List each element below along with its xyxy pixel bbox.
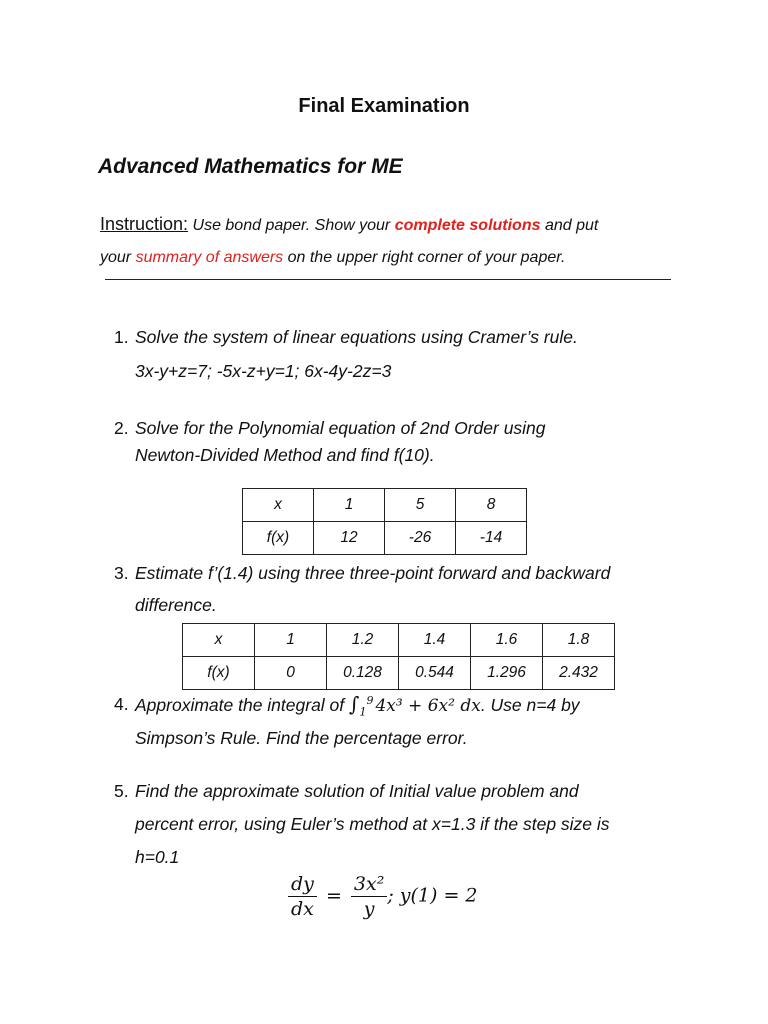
table-cell: 1.8 [543,624,615,657]
table-cell: f(x) [183,657,255,690]
table-cell: 1.6 [471,624,543,657]
question-number: 2. [114,418,129,438]
rhs-fraction [351,873,387,920]
table-cell: 0 [255,657,327,690]
instruction-line-2 [100,249,565,267]
question-number: 3. [114,563,129,583]
instruction-text-2: and put [540,217,599,234]
question-text: Newton-Divided Method and find f(10). [135,445,435,465]
course-subtitle: Advanced Mathematics for ME [98,155,403,178]
equals-sign: = [325,884,342,907]
instruction-line-1 [100,214,598,235]
table-cell: x [243,489,314,522]
table-cell: 0.128 [327,657,399,690]
question-text: percent error, using Euler’s method at x=1.3 if the step size is [135,814,610,834]
question-number: 5. [114,781,129,801]
question-number: 4. [114,694,129,714]
question-text: Estimate f’(1.4) using three three-point forward and backward [135,563,611,583]
data-table [182,623,615,690]
complete-solutions-highlight: complete solutions [394,217,541,234]
table-cell: 0.544 [399,657,471,690]
equation-system: 3x-y+z=7; -5x-z+y=1; 6x-4y-2z=3 [135,361,392,381]
differential-equation [288,873,478,920]
table-row [183,624,615,657]
integral-upper-limit: 9 [366,694,374,708]
derivative-fraction [288,873,317,920]
table-cell: -14 [456,522,527,555]
table-cell: f(x) [243,522,314,555]
table-row [183,657,615,690]
table-cell: 8 [456,489,527,522]
exam-title: Final Examination [298,95,470,117]
table-row [243,522,527,555]
question-text [135,692,580,719]
fraction-denominator: dx [291,898,314,920]
table-cell: 1.4 [399,624,471,657]
instruction-text-1: Use bond paper. Show your [188,217,395,234]
fraction-numerator: dy [288,873,317,897]
question-text: difference. [135,595,217,615]
table-cell: 1 [314,489,385,522]
instruction-text-4: on the upper right corner of your paper. [283,249,566,266]
question-text: Find the approximate solution of Initial value problem and [135,781,579,801]
question-text-suffix: . Use n=4 by [480,695,580,715]
question-text: h=0.1 [135,847,180,867]
question-text: Solve for the Polynomial equation of 2nd Order using [135,418,546,438]
table-cell: -26 [385,522,456,555]
instruction-label: Instruction: [100,214,189,234]
integrand: 4x³ + 6x² dx [375,696,481,716]
question-text-prefix: Approximate the integral of [135,695,350,715]
instruction-text-3: your [100,249,136,266]
initial-condition: ; y(1) = 2 [387,884,478,907]
table-cell: 12 [314,522,385,555]
data-table [242,488,527,555]
table-cell: 5 [385,489,456,522]
question-text: Solve the system of linear equations using Cramer’s rule. [135,327,578,347]
question-number: 1. [114,327,129,347]
integral-lower-limit: 1 [359,705,367,719]
table-cell: 1.2 [327,624,399,657]
fraction-numerator: 3x² [351,873,387,897]
divider-line [105,279,671,280]
integral-sign: ∫ [349,692,360,716]
summary-of-answers-highlight: summary of answers [135,249,284,266]
table-row [243,489,527,522]
table-cell: 1.296 [471,657,543,690]
table-cell: x [183,624,255,657]
fraction-denominator: y [363,898,375,920]
table-cell: 2.432 [543,657,615,690]
table-cell: 1 [255,624,327,657]
question-text: Simpson’s Rule. Find the percentage error. [135,728,468,748]
